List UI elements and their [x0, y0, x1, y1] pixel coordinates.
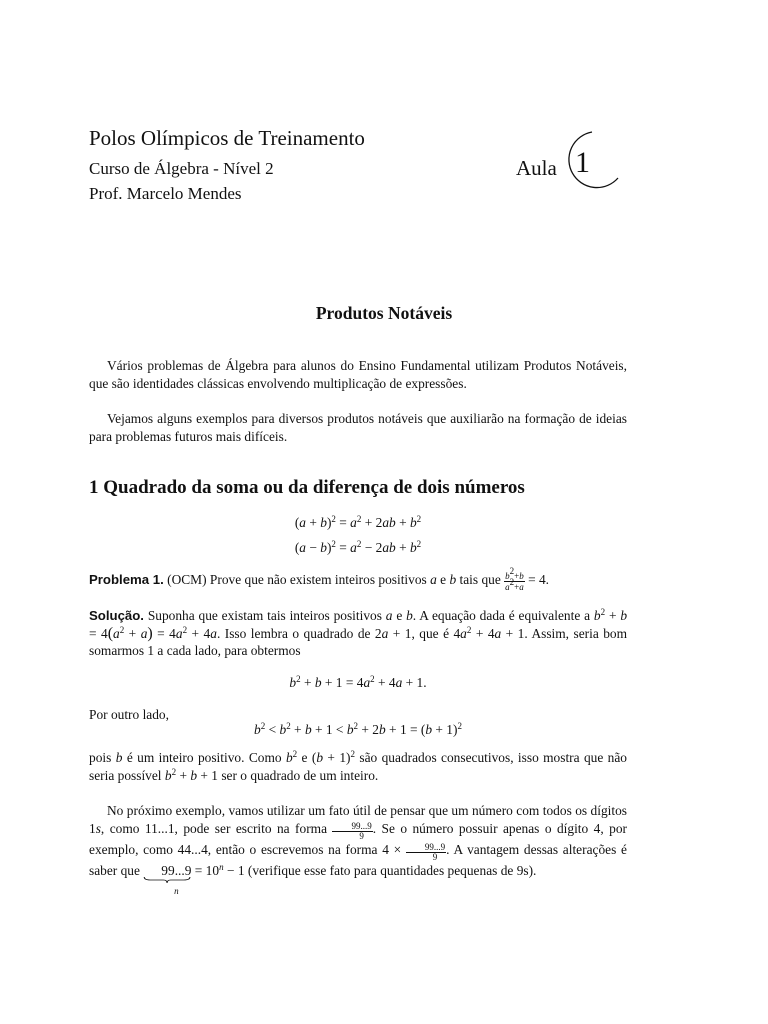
intro-paragraph-1: Vários problemas de Álgebra para alunos do Ensino Fundamental utilizam Produtos Notáveis, que são identidades clássicas envolvendo multiplicação de expressões.	[89, 358, 627, 391]
intro-paragraph-2: Vejamos alguns exemplos para diversos produtos notáveis que auxiliarão na formação de ideias para problemas futuros mais difíceis.	[89, 411, 627, 444]
problem-statement: Problema 1. (OCM) Prove que não existem inteiros positivos a e b tais que $\frac{b^2+b}{a^2+a}$ = 4.	[89, 566, 550, 592]
other-side-text: Por outro lado,	[89, 707, 169, 722]
next-example-paragraph: No próximo exemplo, vamos utilizar um fato útil de pensar que um número com todos os dígitos 1s, como 11...1, pode ser escrito na forma $\frac{99...9}{9}$ . Se o número possuir apenas o dígito 4, por exemplo, como 44...4, então o escrevemos na forma 4 × $\frac{99...9}{9}$ . A vantagem dessas alterações é saber que 99...9 n = $10^n - 1$ (verifique esse fato para quantidades pequenas de 9s).	[89, 803, 627, 896]
problem-fraction: $\frac{b^2+b}{a^2+a}$	[505, 566, 524, 592]
aula-circle-icon	[558, 130, 622, 194]
conclusion-paragraph: pois b é um inteiro positivo. Como $b^2$ e $(b + 1)^2$ são quadrados consecutivos, isso mostra que não seria possível $b^2 + b + 1$ ser o quadrado de um inteiro.	[89, 749, 628, 783]
document-title: Produtos Notáveis	[315, 303, 453, 323]
header-title: Polos Olímpicos de Treinamento	[89, 126, 365, 150]
solution-paragraph: Solução. Suponha que existam tais inteiros positivos a e b. A equação dada é equivalente a $b^2 + b = 4(a^2 + a) = 4a^2 + 4a$. Isso lembra o quadrado de 2a + 1, que é $4a^2 + 4a + 1$. Assim, seria bom somarmos 1 a cada lado, para obtermos	[89, 607, 628, 659]
solution-label: Solução.	[89, 608, 144, 623]
equation-added: $b^2 + b + 1 = 4a^2 + 4a + 1$.	[289, 674, 427, 690]
equation-square-sum: $(a + b)^2 = a^2 + 2ab + b^2$	[294, 514, 422, 530]
aula-number: 1	[575, 146, 590, 179]
professor-name: Prof. Marcelo Mendes	[89, 184, 242, 203]
section-heading: 1 Quadrado da soma ou da diferença de dois números	[89, 477, 525, 498]
equation-inequality: $b^2 < b^2 + b + 1 < b^2 + 2b + 1 = (b + 1)^2$	[254, 721, 462, 737]
problem-label: Problema 1.	[89, 572, 164, 587]
equation-square-difference: $(a - b)^2 = a^2 - 2ab + b^2$	[294, 539, 422, 555]
aula-label: Aula	[516, 156, 557, 180]
underbrace-nines: 99...9 n	[143, 862, 191, 880]
course-name: Curso de Álgebra - Nível 2	[89, 159, 274, 178]
